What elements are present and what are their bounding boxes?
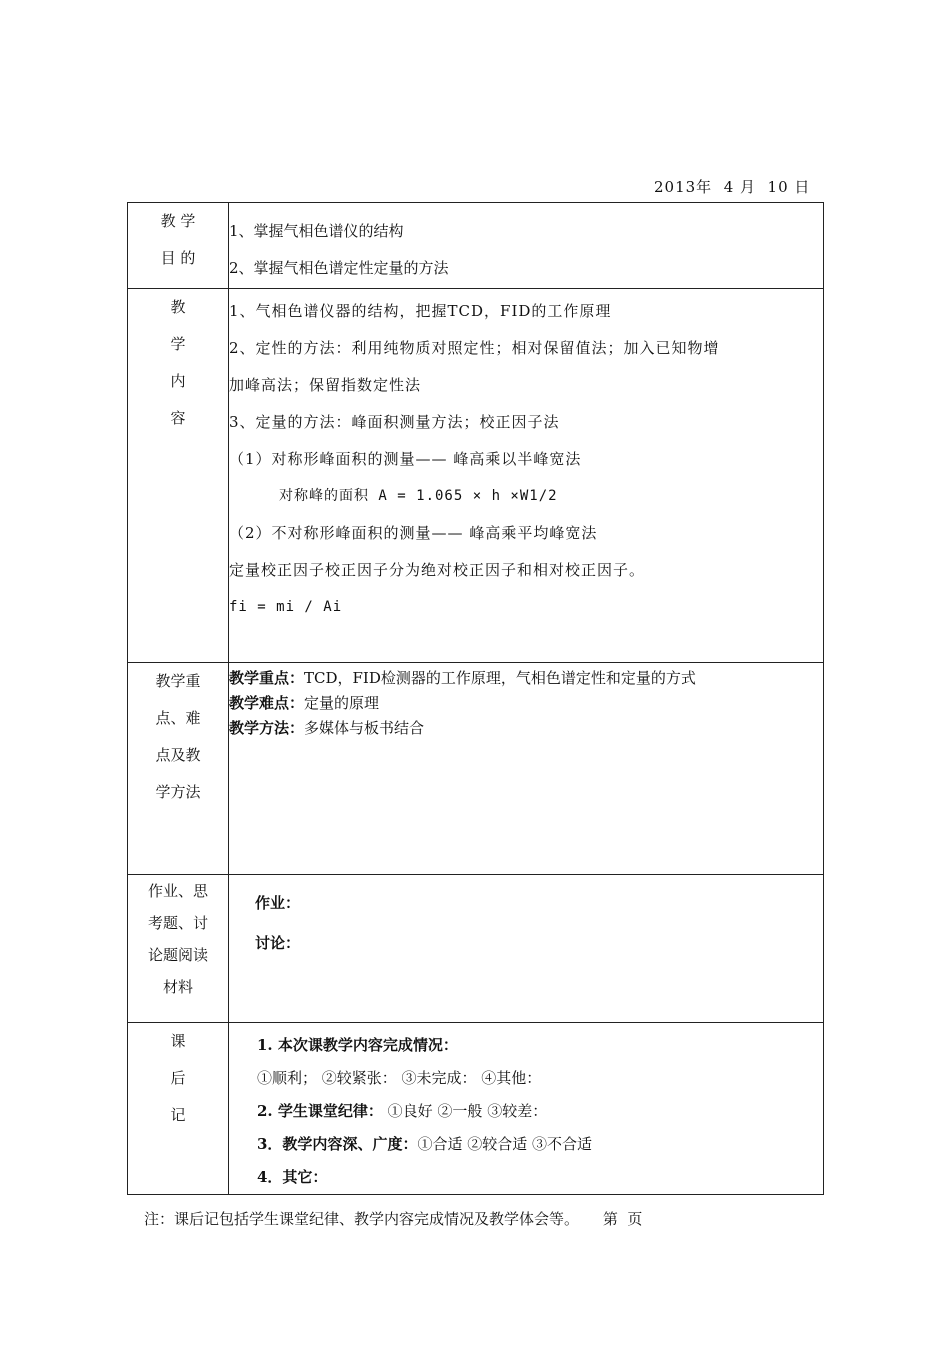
objective-item: 1、掌握气相色谱仪的结构	[229, 222, 404, 240]
label-line: 作业、思	[147, 882, 208, 900]
key-point-label: 教学重点：	[229, 669, 305, 687]
key-point-item	[229, 666, 823, 691]
discussion-item: 讨论：	[255, 934, 301, 952]
postscript-heading: 1. 本次课教学内容完成情况：	[257, 1036, 458, 1054]
row-postscript	[128, 1023, 824, 1195]
content-line: 1、气相色谱仪器的结构，把握TCD，FID的工作原理	[229, 302, 612, 320]
homework-item: 作业：	[255, 894, 301, 912]
postscript-heading: 2. 学生课堂纪律：	[257, 1102, 383, 1120]
label-line: 材料	[162, 978, 193, 996]
formula-line: fi = mi / Ai	[229, 599, 343, 615]
postscript-heading: 4．其它：	[257, 1168, 328, 1186]
date: 2013年 4 月 10 日	[654, 178, 811, 196]
label-line: 记	[170, 1106, 186, 1124]
content-cell	[229, 289, 824, 663]
content-line: 2、定性的方法：利用纯物质对照定性；相对保留值法；加入已知物增	[229, 339, 720, 357]
key-point-text: TCD，FID检测器的工作原理，气相色谱定性和定量的方式	[304, 669, 696, 687]
postscript-line	[257, 1029, 823, 1062]
label-line: 后	[170, 1069, 186, 1087]
label-postscript	[128, 1023, 229, 1195]
formula-line: 对称峰的面积 A = 1.065 × h ×W1/2	[279, 488, 558, 504]
label-line: 点及教	[155, 746, 201, 764]
label-line: 考题、讨	[147, 914, 208, 932]
objectives-cell	[229, 203, 824, 289]
label-line: 论题阅读	[147, 946, 208, 964]
postscript-cell	[229, 1023, 824, 1195]
postscript-text: ①顺利； ②较紧张： ③未完成： ④其他：	[257, 1069, 542, 1087]
row-objectives	[128, 203, 824, 289]
key-points-cell	[229, 663, 824, 875]
key-point-label: 教学方法：	[229, 719, 305, 737]
label-homework	[128, 875, 229, 1023]
content-line: 3、定量的方法：峰面积测量方法；校正因子法	[229, 413, 560, 431]
key-point-text: 多媒体与板书结合	[304, 719, 425, 737]
content-line: 加峰高法；保留指数定性法	[229, 376, 422, 394]
key-point-text: 定量的原理	[304, 694, 380, 712]
label-key-points	[128, 663, 229, 875]
footer-note: 注：课后记包括学生课堂纪律、教学内容完成情况及教学体会等。 第 页	[144, 1210, 643, 1228]
row-homework	[128, 875, 824, 1023]
content-line: 定量校正因子校正因子分为绝对校正因子和相对校正因子。	[229, 561, 646, 579]
key-point-item	[229, 691, 823, 716]
row-key-points	[128, 663, 824, 875]
lesson-plan-table	[127, 202, 824, 1195]
label-line: 教	[170, 298, 186, 316]
label-line: 目 的	[160, 249, 196, 267]
label-line: 学	[170, 335, 186, 353]
postscript-line	[257, 1161, 823, 1194]
postscript-text: ①良好 ②一般 ③较差：	[382, 1102, 548, 1120]
objective-item: 2、掌握气相色谱定性定量的方法	[229, 259, 449, 277]
postscript-text: ①合适 ②较合适 ③不合适	[417, 1135, 592, 1153]
label-line: 内	[170, 372, 186, 390]
label-content	[128, 289, 229, 663]
postscript-heading: 3．教学内容深、广度：	[257, 1135, 418, 1153]
label-line: 课	[170, 1032, 186, 1050]
label-line: 教学重	[155, 672, 201, 690]
label-line: 教 学	[160, 212, 196, 230]
content-line: （1）对称形峰面积的测量—— 峰高乘以半峰宽法	[229, 450, 582, 468]
key-point-label: 教学难点：	[229, 694, 305, 712]
homework-cell	[229, 875, 824, 1023]
postscript-line	[257, 1128, 823, 1161]
postscript-line	[257, 1062, 823, 1095]
row-content	[128, 289, 824, 663]
key-point-item	[229, 716, 823, 741]
label-line: 学方法	[155, 783, 201, 801]
label-line: 点、难	[155, 709, 201, 727]
label-line: 容	[170, 409, 186, 427]
postscript-line	[257, 1095, 823, 1128]
label-objectives	[128, 203, 229, 289]
content-line: （2）不对称形峰面积的测量—— 峰高乘平均峰宽法	[229, 524, 598, 542]
